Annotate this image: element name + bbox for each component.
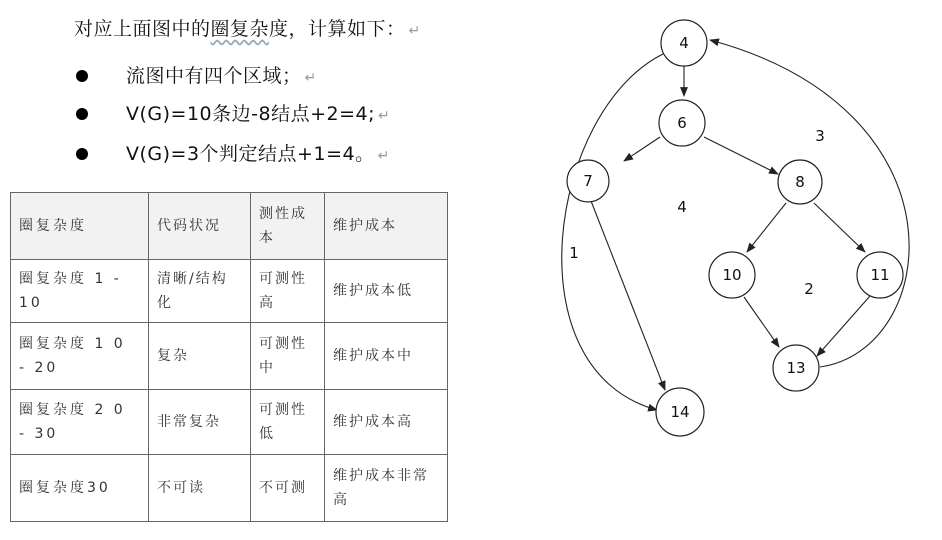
paragraph-mark-icon: ↵ <box>304 70 317 86</box>
table-row <box>11 390 448 455</box>
table-header-row <box>11 193 448 260</box>
node-label: 4 <box>679 34 689 52</box>
table-row <box>11 455 448 522</box>
bullet-text: V(G)=3个判定结点+1=4。 <box>126 143 375 165</box>
edge-10-13 <box>744 297 779 347</box>
graph-node <box>659 100 705 146</box>
table-cell: 可测性低 <box>251 390 325 455</box>
graph-node <box>773 345 819 391</box>
node-label: 10 <box>722 266 742 284</box>
page-heading <box>74 14 421 41</box>
bullet-dot-icon <box>76 70 88 82</box>
edge-8-10 <box>747 203 786 252</box>
table-cell: 非常复杂 <box>149 390 251 455</box>
paragraph-mark-icon: ↵ <box>378 108 391 124</box>
graph-node <box>567 160 609 202</box>
node-label: 7 <box>583 172 593 190</box>
node-label: 6 <box>677 114 687 132</box>
table-cell: 清晰/结构化 <box>149 260 251 323</box>
region-label: 2 <box>804 280 814 298</box>
flow-graph <box>520 0 940 540</box>
paragraph-mark-icon: ↵ <box>408 23 421 39</box>
edge-11-13 <box>817 296 870 356</box>
table-cell: 圈复杂度 1 0 - 20 <box>11 323 149 390</box>
table-cell: 维护成本非常高 <box>325 455 448 522</box>
graph-edges <box>562 40 909 410</box>
bullet-text: 流图中有四个区域； <box>126 65 302 87</box>
edge-6-7 <box>624 137 660 161</box>
region-label: 1 <box>569 244 579 262</box>
header-cell: 测性成本 <box>251 193 325 260</box>
graph-node <box>656 388 704 436</box>
header-cell: 维护成本 <box>325 193 448 260</box>
edge-8-11 <box>814 203 865 252</box>
paragraph-mark-icon: ↵ <box>377 148 390 164</box>
node-label: 11 <box>870 266 890 284</box>
table-cell: 圈复杂度 2 0 - 30 <box>11 390 149 455</box>
table-row <box>11 323 448 390</box>
edge-7-14 <box>591 201 665 390</box>
edge-13-4 <box>710 40 909 367</box>
edge-4-14 <box>562 54 663 410</box>
table-cell: 圈复杂度30 <box>11 455 149 522</box>
bullet-dot-icon <box>76 148 88 160</box>
table-row <box>11 260 448 323</box>
edge-6-8 <box>704 137 778 174</box>
table-cell: 维护成本低 <box>325 260 448 323</box>
graph-node <box>778 160 822 204</box>
bullet-text: V(G)=10条边-8结点+2=4; <box>126 103 376 125</box>
graph-node <box>709 252 755 298</box>
bullet-dot-icon <box>76 108 88 120</box>
graph-node <box>661 20 707 66</box>
complexity-table <box>10 192 448 522</box>
table-cell: 维护成本高 <box>325 390 448 455</box>
header-cell: 圈复杂度 <box>11 193 149 260</box>
table-cell: 复杂 <box>149 323 251 390</box>
table-cell: 可测性高 <box>251 260 325 323</box>
graph-node <box>857 252 903 298</box>
table-cell: 圈复杂度 1 - 10 <box>11 260 149 323</box>
table-cell: 不可测 <box>251 455 325 522</box>
header-cell: 代码状况 <box>149 193 251 260</box>
region-label: 3 <box>815 127 825 145</box>
node-label: 13 <box>786 359 806 377</box>
node-label: 14 <box>670 403 690 421</box>
table-cell: 不可读 <box>149 455 251 522</box>
table-cell: 可测性中 <box>251 323 325 390</box>
region-label: 4 <box>677 198 687 216</box>
table-cell: 维护成本中 <box>325 323 448 390</box>
heading-text: 对应上面图中的圈复杂度，计算如下： <box>74 18 406 40</box>
node-label: 8 <box>795 173 805 191</box>
underlined-term: 圈复杂 <box>210 18 270 40</box>
